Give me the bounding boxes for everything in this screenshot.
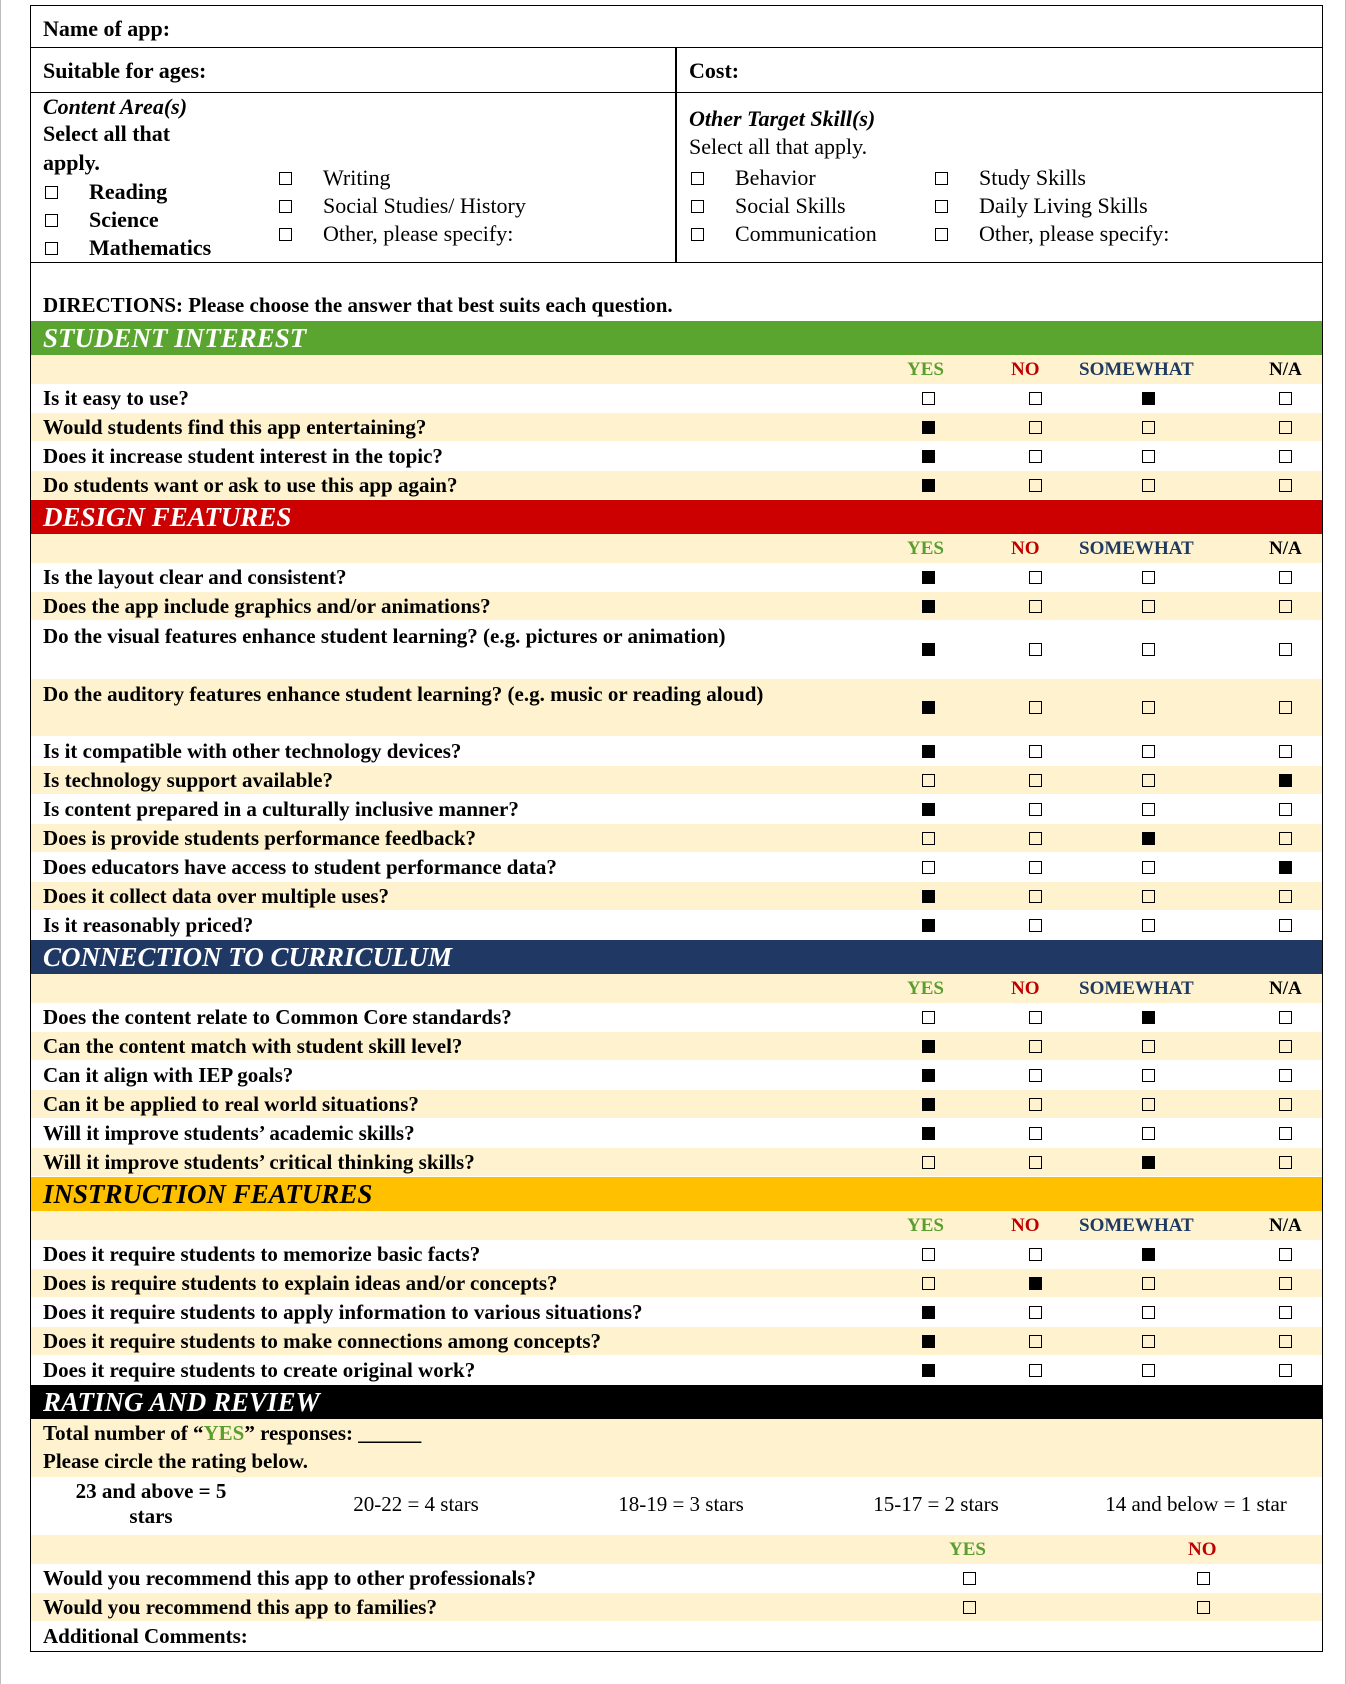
question-text: Is it compatible with other technology devices? xyxy=(43,739,462,763)
yes-checkbox[interactable] xyxy=(922,745,935,758)
somewhat-checkbox[interactable] xyxy=(1142,1040,1155,1053)
col-na: N/A xyxy=(1269,359,1302,380)
somewhat-checkbox[interactable] xyxy=(1142,1306,1155,1319)
na-checkbox[interactable] xyxy=(1279,1364,1292,1377)
col-yes: YES xyxy=(949,1539,986,1560)
yes-checkbox[interactable] xyxy=(922,1098,935,1111)
col-no: NO xyxy=(1011,1215,1040,1236)
somewhat-checkbox[interactable] xyxy=(1142,1156,1155,1169)
yes-checkbox[interactable] xyxy=(922,701,935,714)
name-row xyxy=(30,5,1323,48)
question-row xyxy=(31,882,1322,911)
yes-checkbox[interactable] xyxy=(922,1248,935,1261)
no-checkbox[interactable] xyxy=(1029,745,1042,758)
col-somewhat: SOMEWHAT xyxy=(1079,538,1194,559)
no-checkbox[interactable] xyxy=(1029,1011,1042,1024)
somewhat-checkbox[interactable] xyxy=(1142,600,1155,613)
cost-label: Cost: xyxy=(689,58,740,83)
question-row xyxy=(31,911,1322,940)
question-text: Do students want or ask to use this app again? xyxy=(43,473,458,497)
somewhat-checkbox[interactable] xyxy=(1142,803,1155,816)
na-checkbox[interactable] xyxy=(1279,774,1292,787)
yes-checkbox[interactable] xyxy=(922,774,935,787)
question-row xyxy=(31,1269,1322,1298)
question-text: Does is require students to explain ideas and/or concepts? xyxy=(43,1271,558,1295)
no-checkbox[interactable] xyxy=(1029,1364,1042,1377)
name-label: Name of app: xyxy=(43,16,171,41)
somewhat-checkbox[interactable] xyxy=(1142,1335,1155,1348)
na-checkbox[interactable] xyxy=(1279,643,1292,656)
na-checkbox[interactable] xyxy=(1279,1248,1292,1261)
no-checkbox[interactable] xyxy=(1029,1098,1042,1111)
no-checkbox[interactable] xyxy=(1029,1335,1042,1348)
na-checkbox[interactable] xyxy=(1279,919,1292,932)
column-header xyxy=(31,355,1322,384)
rating-5-stars[interactable]: 23 and above = 5 stars xyxy=(75,1479,227,1528)
question-text: Can the content match with student skill level? xyxy=(43,1034,463,1058)
somewhat-checkbox[interactable] xyxy=(1142,701,1155,714)
question-row xyxy=(31,1061,1322,1090)
col-na: N/A xyxy=(1269,1215,1302,1236)
col-no: NO xyxy=(1011,978,1040,999)
na-checkbox[interactable] xyxy=(1279,1040,1292,1053)
na-checkbox[interactable] xyxy=(1279,571,1292,584)
col-yes: YES xyxy=(907,978,944,999)
no-checkbox[interactable] xyxy=(1029,919,1042,932)
yes-checkbox[interactable] xyxy=(922,1156,935,1169)
somewhat-checkbox[interactable] xyxy=(1142,919,1155,932)
question-text: Does it require students to create original work? xyxy=(43,1358,476,1382)
na-checkbox[interactable] xyxy=(1279,450,1292,463)
somewhat-checkbox[interactable] xyxy=(1142,1364,1155,1377)
no-checkbox[interactable] xyxy=(1029,450,1042,463)
yes-checkbox[interactable] xyxy=(922,1069,935,1082)
skills-title: Other Target Skill(s) xyxy=(689,106,876,131)
question-row xyxy=(31,1327,1322,1356)
na-checkbox[interactable] xyxy=(1279,1127,1292,1140)
question-text: Does it require students to apply information to various situations? xyxy=(43,1300,643,1324)
rec2-no-checkbox[interactable] xyxy=(1197,1601,1210,1614)
no-checkbox[interactable] xyxy=(1029,392,1042,405)
question-row xyxy=(31,795,1322,824)
no-checkbox[interactable] xyxy=(1029,832,1042,845)
question-text: Can it be applied to real world situations? xyxy=(43,1092,419,1116)
no-checkbox[interactable] xyxy=(1029,571,1042,584)
no-checkbox[interactable] xyxy=(1029,1277,1042,1290)
no-checkbox[interactable] xyxy=(1029,1127,1042,1140)
somewhat-checkbox[interactable] xyxy=(1142,421,1155,434)
column-header xyxy=(31,974,1322,1003)
col-no: NO xyxy=(1011,538,1040,559)
question-text: Is the layout clear and consistent? xyxy=(43,565,347,589)
col-no: NO xyxy=(1188,1539,1217,1560)
skills-instr: Select all that apply. xyxy=(689,134,868,159)
recommend-professionals-row xyxy=(31,1564,1322,1593)
comments-label: Additional Comments: xyxy=(43,1624,248,1648)
rating-1-star[interactable]: 14 and below = 1 star xyxy=(1105,1492,1287,1516)
question-text: Will it improve students’ academic skills? xyxy=(43,1121,415,1145)
question-text: Do the visual features enhance student learning? (e.g. pictures or animation) xyxy=(43,624,726,648)
question-text: Can it align with IEP goals? xyxy=(43,1063,294,1087)
rating-2-stars[interactable]: 15-17 = 2 stars xyxy=(873,1492,999,1516)
directions-row xyxy=(31,263,1322,321)
column-header xyxy=(31,1211,1322,1240)
rating-4-stars[interactable]: 20-22 = 4 stars xyxy=(353,1492,479,1516)
yes-checkbox[interactable] xyxy=(922,1127,935,1140)
no-checkbox[interactable] xyxy=(1029,701,1042,714)
somewhat-checkbox[interactable] xyxy=(1142,1127,1155,1140)
no-checkbox[interactable] xyxy=(1029,479,1042,492)
no-checkbox[interactable] xyxy=(1029,1156,1042,1169)
col-na: N/A xyxy=(1269,978,1302,999)
yes-checkbox[interactable] xyxy=(922,890,935,903)
no-checkbox[interactable] xyxy=(1029,1069,1042,1082)
rec1-yes-checkbox[interactable] xyxy=(963,1572,976,1585)
no-checkbox[interactable] xyxy=(1029,1040,1042,1053)
na-checkbox[interactable] xyxy=(1279,600,1292,613)
question-text: Does it require students to make connections among concepts? xyxy=(43,1329,602,1353)
na-checkbox[interactable] xyxy=(1279,861,1292,874)
yes-checkbox[interactable] xyxy=(922,1040,935,1053)
question-row xyxy=(31,824,1322,853)
question-row xyxy=(31,766,1322,795)
column-header xyxy=(31,534,1322,563)
yes-checkbox[interactable] xyxy=(922,861,935,874)
circle-instruction: Please circle the rating below. xyxy=(43,1449,308,1473)
somewhat-checkbox[interactable] xyxy=(1142,1069,1155,1082)
question-row xyxy=(31,679,1322,737)
somewhat-checkbox[interactable] xyxy=(1142,890,1155,903)
question-row xyxy=(31,471,1322,500)
section-rating-and-review: RATING AND REVIEW xyxy=(31,1385,1322,1419)
question-row xyxy=(31,384,1322,413)
no-checkbox[interactable] xyxy=(1029,803,1042,816)
rating-scale xyxy=(31,1477,1322,1535)
yes-checkbox[interactable] xyxy=(922,421,935,434)
question-text: Does is provide students performance feedback? xyxy=(43,826,477,850)
no-checkbox[interactable] xyxy=(1029,643,1042,656)
no-checkbox[interactable] xyxy=(1029,1306,1042,1319)
recommend-header xyxy=(31,1535,1322,1564)
na-checkbox[interactable] xyxy=(1279,803,1292,816)
col-somewhat: SOMEWHAT xyxy=(1079,359,1194,380)
question-text: Is it reasonably priced? xyxy=(43,913,254,937)
yes-checkbox[interactable] xyxy=(922,1364,935,1377)
somewhat-checkbox[interactable] xyxy=(1142,479,1155,492)
col-somewhat: SOMEWHAT xyxy=(1079,1215,1194,1236)
somewhat-checkbox[interactable] xyxy=(1142,832,1155,845)
question-row xyxy=(31,1003,1322,1032)
no-checkbox[interactable] xyxy=(1029,774,1042,787)
na-checkbox[interactable] xyxy=(1279,1306,1292,1319)
somewhat-checkbox[interactable] xyxy=(1142,1277,1155,1290)
rec1-no-checkbox[interactable] xyxy=(1197,1572,1210,1585)
yes-checkbox[interactable] xyxy=(922,643,935,656)
question-text: Do the auditory features enhance student learning? (e.g. music or reading aloud) xyxy=(43,682,764,706)
rating-total xyxy=(31,1419,1322,1477)
section-instruction-features: INSTRUCTION FEATURES xyxy=(31,1177,1322,1211)
somewhat-checkbox[interactable] xyxy=(1142,1248,1155,1261)
na-checkbox[interactable] xyxy=(1279,832,1292,845)
content-instr-2: apply. xyxy=(43,150,100,175)
yes-checkbox[interactable] xyxy=(922,803,935,816)
question-row xyxy=(31,563,1322,592)
question-row xyxy=(31,1298,1322,1327)
yes-checkbox[interactable] xyxy=(922,832,935,845)
na-checkbox[interactable] xyxy=(1279,1098,1292,1111)
total-yes-line: Total number of “YES” responses: ______ xyxy=(43,1421,422,1445)
ages-cost-row xyxy=(30,47,1323,93)
rating-3-stars[interactable]: 18-19 = 3 stars xyxy=(618,1492,744,1516)
ages-label: Suitable for ages: xyxy=(43,58,207,83)
yes-checkbox[interactable] xyxy=(922,1011,935,1024)
somewhat-checkbox[interactable] xyxy=(1142,861,1155,874)
question-text: Is content prepared in a culturally inclusive manner? xyxy=(43,797,519,821)
na-checkbox[interactable] xyxy=(1279,1011,1292,1024)
section-connection-to-curriculum: CONNECTION TO CURRICULUM xyxy=(31,940,1322,974)
questionnaire xyxy=(30,263,1323,1652)
comments-row xyxy=(31,1622,1322,1651)
na-checkbox[interactable] xyxy=(1279,890,1292,903)
question-text: Is technology support available? xyxy=(43,768,333,792)
question-row xyxy=(31,621,1322,679)
col-yes: YES xyxy=(907,1215,944,1236)
yes-checkbox[interactable] xyxy=(922,1335,935,1348)
section-student-interest: STUDENT INTEREST xyxy=(31,321,1322,355)
somewhat-checkbox[interactable] xyxy=(1142,774,1155,787)
question-text: Does the app include graphics and/or animations? xyxy=(43,594,491,618)
rec2-yes-checkbox[interactable] xyxy=(963,1601,976,1614)
question-text: Does educators have access to student performance data? xyxy=(43,855,557,879)
skills-area: Content Area(s) Select all that apply. Reading Science Mathematics Writing Social Studies/ History Other, please specify: Other Target Skill(s) Select all that apply. Behavior Social Skills Communication Study Skills Daily Living Skills Other, please specify: xyxy=(30,92,1323,263)
col-yes: YES xyxy=(907,359,944,380)
yes-checkbox[interactable] xyxy=(922,1277,935,1290)
question-row xyxy=(31,1119,1322,1148)
content-instr-1: Select all that xyxy=(43,121,171,146)
recommend-families-row xyxy=(31,1593,1322,1622)
question-text: Will it improve students’ critical thinking skills? xyxy=(43,1150,475,1174)
na-checkbox[interactable] xyxy=(1279,1156,1292,1169)
somewhat-checkbox[interactable] xyxy=(1142,450,1155,463)
yes-checkbox[interactable] xyxy=(922,1306,935,1319)
question-text: Does it increase student interest in the topic? xyxy=(43,444,443,468)
question-text: Does it require students to memorize basic facts? xyxy=(43,1242,481,1266)
no-checkbox[interactable] xyxy=(1029,421,1042,434)
question-row xyxy=(31,1148,1322,1177)
na-checkbox[interactable] xyxy=(1279,392,1292,405)
question-row xyxy=(31,442,1322,471)
yes-checkbox[interactable] xyxy=(922,479,935,492)
question-row xyxy=(31,1240,1322,1269)
question-text: Is it easy to use? xyxy=(43,386,189,410)
yes-checkbox[interactable] xyxy=(922,600,935,613)
col-no: NO xyxy=(1011,359,1040,380)
na-checkbox[interactable] xyxy=(1279,1277,1292,1290)
no-checkbox[interactable] xyxy=(1029,600,1042,613)
question-row xyxy=(31,413,1322,442)
col-yes: YES xyxy=(907,538,944,559)
yes-checkbox[interactable] xyxy=(922,571,935,584)
na-checkbox[interactable] xyxy=(1279,1069,1292,1082)
content-area-title: Content Area(s) xyxy=(43,94,188,119)
na-checkbox[interactable] xyxy=(1279,745,1292,758)
somewhat-checkbox[interactable] xyxy=(1142,571,1155,584)
directions: DIRECTIONS: Please choose the answer that best suits each question. xyxy=(43,293,673,317)
question-row xyxy=(31,1032,1322,1061)
no-checkbox[interactable] xyxy=(1029,890,1042,903)
somewhat-checkbox[interactable] xyxy=(1142,1011,1155,1024)
no-checkbox[interactable] xyxy=(1029,861,1042,874)
somewhat-checkbox[interactable] xyxy=(1142,1098,1155,1111)
question-row xyxy=(31,592,1322,621)
col-somewhat: SOMEWHAT xyxy=(1079,978,1194,999)
question-text: Would you recommend this app to other professionals? xyxy=(43,1566,536,1590)
somewhat-checkbox[interactable] xyxy=(1142,745,1155,758)
na-checkbox[interactable] xyxy=(1279,421,1292,434)
question-row xyxy=(31,853,1322,882)
somewhat-checkbox[interactable] xyxy=(1142,392,1155,405)
question-text: Would you recommend this app to families? xyxy=(43,1595,437,1619)
question-row xyxy=(31,737,1322,766)
question-row xyxy=(31,1356,1322,1385)
yes-checkbox[interactable] xyxy=(922,392,935,405)
question-text: Does the content relate to Common Core standards? xyxy=(43,1005,512,1029)
na-checkbox[interactable] xyxy=(1279,479,1292,492)
yes-checkbox[interactable] xyxy=(922,450,935,463)
section-design-features: DESIGN FEATURES xyxy=(31,500,1322,534)
na-checkbox[interactable] xyxy=(1279,1335,1292,1348)
na-checkbox[interactable] xyxy=(1279,701,1292,714)
somewhat-checkbox[interactable] xyxy=(1142,643,1155,656)
col-na: N/A xyxy=(1269,538,1302,559)
yes-checkbox[interactable] xyxy=(922,919,935,932)
question-row xyxy=(31,1090,1322,1119)
no-checkbox[interactable] xyxy=(1029,1248,1042,1261)
question-text: Does it collect data over multiple uses? xyxy=(43,884,390,908)
question-text: Would students find this app entertaining? xyxy=(43,415,427,439)
